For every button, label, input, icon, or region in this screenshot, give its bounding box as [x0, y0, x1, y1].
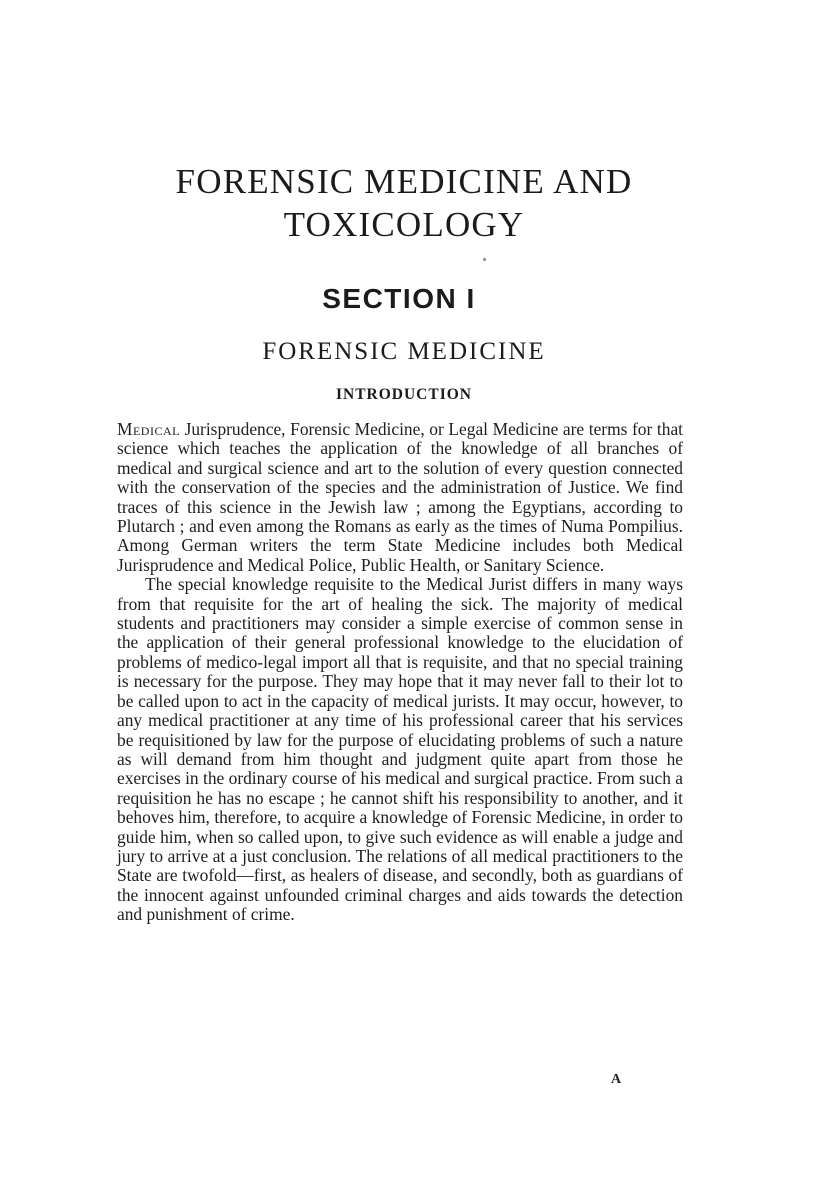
introduction-heading: INTRODUCTION — [335, 386, 472, 403]
paragraph-2: The special knowledge requisite to the Medical Jurist differs in many ways from that requisite for the art of healing the sick. The majority of medical students and practitioners may consider a simple exercise of common sense in the application of their general professional knowledge to the elucidation of problems of medico-legal import all that is requisite, and that no special training is necessary for the purpose. They may hope that it may never fall to their lot to be called upon to act in the capacity of medical jurists. It may occur, however, to any medical practitioner at any time of his professional career that his services be requisitioned by law for the purpose of elucidating problems of such a nature as will demand from him thought and judgment quite apart from those he exercises in the ordinary course of his medical and surgical practice. From such a requisition he has no escape ; he cannot shift his responsibility to another, and it behoves him, therefore, to acquire a knowledge of Forensic Medicine, in order to guide him, when so called upon, to give such evidence as will enable a judge and jury to arrive at a just conclusion. The relations of all medical practitioners to the State are twofold—first, as healers of disease, and secondly, both as guardians of the innocent against unfounded criminal charges and aids towards the detection and punishment of crime. — [117, 574, 683, 925]
paragraph-1 — [117, 420, 683, 575]
subsection-heading: FORENSIC MEDICINE — [262, 338, 546, 365]
body-text — [117, 420, 683, 925]
paragraph-1-lead: Medical — [117, 419, 180, 439]
book-title-line-1: FORENSIC MEDICINE AND — [175, 162, 633, 201]
paragraph-1-text: Jurisprudence, Forensic Medicine, or Legal Medicine are terms for that science which teaches the application of the knowledge of all branches of medical and surgical science and art to the solution of every question connected with the conservation of the species and the administration of Justice. We find traces of this science in the Jewish law ; among the Egyptians, according to Plutarch ; and even among the Romans as early as the times of Numa Pompilius. Among German writers the term State Medicine includes both Medical Jurisprudence and Medical Police, Public Health, or Sanitary Science. — [117, 419, 683, 575]
book-title-line-2: TOXICOLOGY — [283, 205, 525, 244]
section-heading: SECTION I — [322, 283, 476, 314]
signature-mark: A — [611, 1072, 622, 1087]
print-speck — [483, 258, 486, 261]
